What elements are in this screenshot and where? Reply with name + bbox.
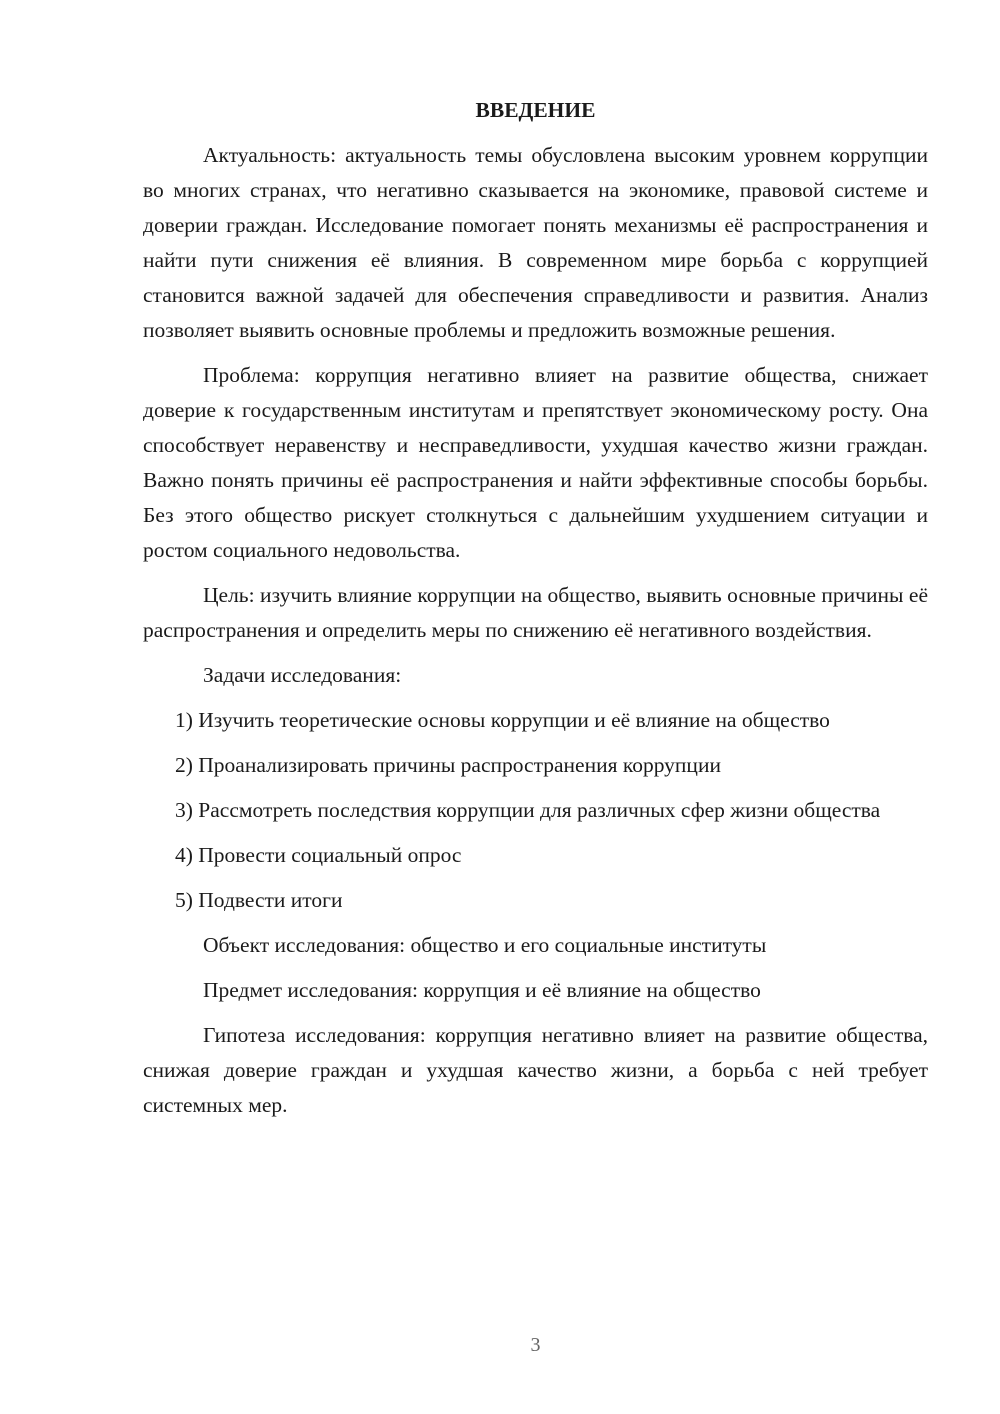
subject-paragraph: Предмет исследования: коррупция и её влияние на общество bbox=[203, 978, 761, 1002]
list-item: 2) Проанализировать причины распространения коррупции bbox=[175, 753, 721, 777]
problem-paragraph: Проблема: коррупция негативно влияет на развитие общества, снижает доверие к государственным институтам и препятствует экономическому росту. Она способствует неравенству и несправедливости, ухудшая качество жизни граждан. Важно понять причины её распространения и найти эффективные способы борьбы. Без этого общество рискует столкнуться с дальнейшим ухудшением ситуации и ростом социального недовольства. bbox=[143, 363, 928, 562]
page-number: 3 bbox=[530, 1334, 541, 1356]
list-item: 1) Изучить теоретические основы коррупции и её влияние на общество bbox=[175, 708, 830, 732]
list-item: 5) Подвести итоги bbox=[175, 888, 343, 912]
hypothesis-paragraph: Гипотеза исследования: коррупция негативно влияет на развитие общества, снижая доверие граждан и ухудшая качество жизни, а борьба с ней требует системных мер. bbox=[143, 1023, 928, 1117]
document-page bbox=[143, 92, 928, 1133]
tasks-list bbox=[143, 703, 928, 918]
relevance-paragraph: Актуальность: актуальность темы обусловлена высоким уровнем коррупции во многих странах, что негативно сказывается на экономике, правовой системе и доверии граждан. Исследование помогает понять механизмы её распространения и найти пути снижения её влияния. В современном мире борьба с коррупцией становится важной задачей для обеспечения справедливости и развития. Анализ позволяет выявить основные проблемы и предложить возможные решения. bbox=[143, 143, 928, 342]
page-title: ВВЕДЕНИЕ bbox=[475, 98, 596, 122]
list-item: 3) Рассмотреть последствия коррупции для различных сфер жизни общества bbox=[175, 798, 881, 822]
goal-paragraph: Цель: изучить влияние коррупции на общество, выявить основные причины её распространения и определить меры по снижению её негативного воздействия. bbox=[143, 583, 928, 642]
tasks-heading: Задачи исследования: bbox=[203, 663, 402, 687]
object-paragraph: Объект исследования: общество и его социальные институты bbox=[203, 933, 767, 957]
list-item: 4) Провести социальный опрос bbox=[175, 843, 462, 867]
